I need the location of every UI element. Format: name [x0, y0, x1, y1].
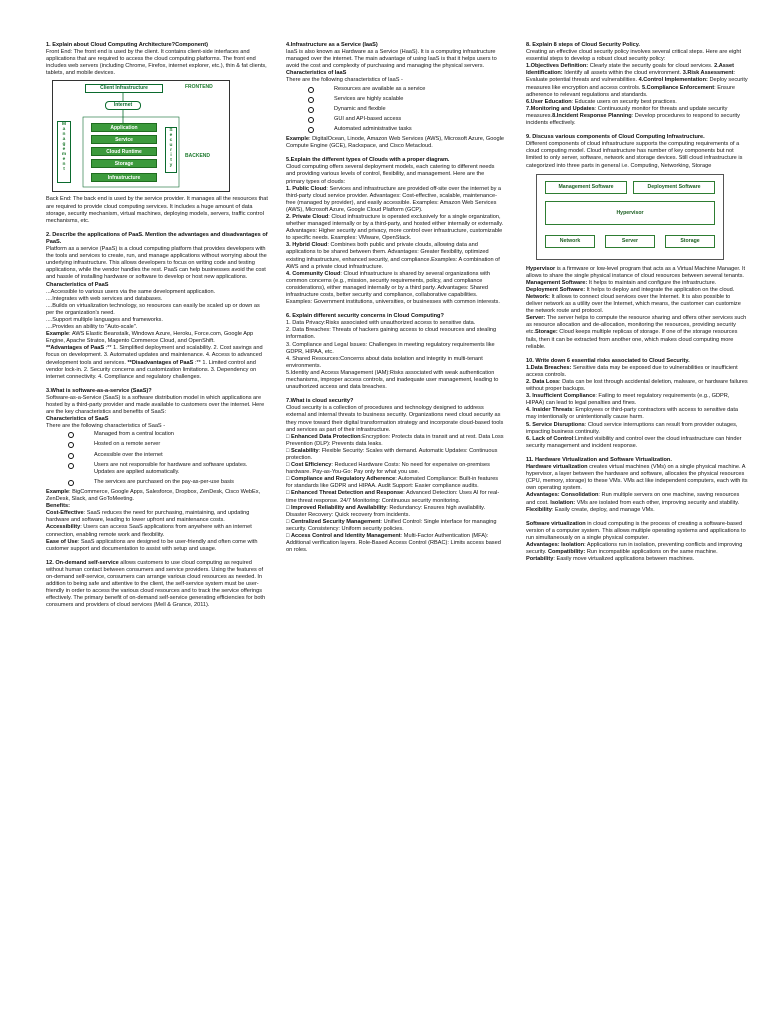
- list-item: GUI and API-based access: [286, 116, 504, 123]
- section-7-heading: 7.What is cloud security?: [286, 398, 354, 405]
- software-virtualization-advantages: Advantages: Isolation: Applications run in isolation, preventing conflicts and improving security. Compatibility: Run incompatible applications on the same machine. Portability: Easily move virtualized applications between machines.: [526, 541, 743, 563]
- paas-example: Example: AWS Elastic Beanstalk, Windows Azure, Heroku, Force.com, Google App Engine, Apache Stratos, Magento Commerce Cloud, and OpenShift.: [46, 331, 254, 345]
- frontend-label: FRONTEND: [185, 84, 213, 91]
- section-8-heading: 8. Explain 8 steps of Cloud Security Policy.: [526, 42, 640, 48]
- diagram-connectors: [53, 81, 229, 191]
- server-description: Server: The server helps to compute the resource sharing and offers other services such as resource allocation and de-allocation, monitoring the resources, providing security etc.Storage: Cloud keeps multiple replicas of storage. If one of the storage resources fails, then it can be extracted from another one, which makes cloud computing more reliable.: [526, 315, 747, 350]
- security-policy-intro: Creating an effective cloud security policy involves several critical steps. Here are eight essential steps to develop a robust cloud security policy:: [526, 49, 742, 63]
- saas-intro: Software-as-a-Service (SaaS) is a software distribution model in which applications are hosted by a third-party provider and made available to customers over the internet. Here are the key characteristics and benefits of SaaS:: [46, 394, 265, 416]
- saas-characteristics-heading: Characteristics of SaaS: [46, 416, 109, 423]
- infrastructure-diagram: [536, 174, 724, 260]
- storage-box: Storage: [665, 235, 715, 248]
- software-virtualization: Software virtualization in cloud computing is the process of creating a software-based version of a computer system. This allows multiple operating systems and applications to run simultaneously on a single physical computer.: [526, 520, 746, 541]
- saas-benefit-ease: Ease of Use: SaaS applications are designed to be user-friendly and often come with customer support and documentation to assist with setup and usage.: [46, 538, 258, 552]
- management-label: M a n a g e m e n t: [57, 121, 71, 183]
- community-cloud: 4. Community Cloud: Cloud infrastructure is shared by several organizations with common concerns (e.g., mission, security requirements, policy, and compliance considerations), either managed internally or by a third party. Advantages: Shared infrastructure costs, better security and compliance, collaborative capabilities. Examples: Government institutions, universities, or businesses with common interests.: [286, 270, 500, 306]
- section-9-heading: 9. Discuss various components of Cloud Computing Infrastructure.: [526, 134, 705, 141]
- paas-char-4: ....Support multiple languages and frameworks.: [46, 316, 163, 323]
- cloud-types-intro: Cloud computing offers several deployment models, each catering to different needs and providing various levels of control, flexibility, and management. Here are the primary types of clouds:: [286, 164, 495, 185]
- hybrid-cloud: 3. Hybrid Cloud: Combines both public and private clouds, allowing data and applications to be shared between them. Advantages: Greater flexibility, optimized existing infrastructure, enhanced security, and compliance.Examples: A combination of AWS and a private cloud infrastructure.: [286, 242, 500, 270]
- security-policy-step-6: 6.User Education: Educate users on security best practices.: [526, 98, 677, 105]
- saas-bullet-list: [46, 431, 268, 486]
- section-6-heading: 6. Explain different security concerns in Cloud Computing?: [286, 313, 444, 320]
- section-4-heading: 4.Infrastructure as a Service (IaaS): [286, 42, 378, 48]
- storage-box: Storage: [91, 159, 157, 168]
- network-box: Network: [545, 235, 595, 248]
- saas-characteristics-intro: There are the following characteristics of SaaS -: [46, 423, 166, 430]
- paas-characteristics-heading: Characteristics of PaaS: [46, 281, 109, 288]
- paas-char-5: ....Provides an ability to "Auto-scale".: [46, 324, 138, 331]
- security-concern-5: 5.Identity and Access Management (IAM):Risks associated with weak authentication mechanisms, improper access controls, and inadequate user management, leading to unauthorized access and data breaches.: [286, 369, 499, 391]
- list-item: □ Improved Reliability and Availability: Redundancy: Ensures high availability. Disaster Recovery: Quick recovery from incidents.: [286, 504, 486, 518]
- security-policy-steps: 1.Objectives Definition: Clearly state the security goals for cloud services. 2.Asset Identification: Identify all assets within the cloud environment. 3.Risk Assessment: Evaluate potential threats and vulnerabilities. 4.Control Implementation: Deploy security measures like encryption and access controls. 5.Compliance Enforcement: Ensure adherence to relevant regulations and standards.: [526, 63, 748, 98]
- risk-6: 6. Lack of Control:Limited visibility and control over the cloud infrastructure can hinder security management and incident response.: [526, 435, 742, 449]
- list-item: Automated administrative tasks: [286, 126, 504, 133]
- list-item: Services are highly scalable: [286, 96, 504, 103]
- section-5-heading: 5.Explain the different types of Clouds with a proper diagram.: [286, 157, 450, 164]
- security-label: S e c u r i t y: [165, 127, 177, 173]
- deployment-software-box: Deployment Software: [633, 181, 715, 194]
- saas-benefit-accessibility: Accessibility: Users can access SaaS applications from anywhere with an internet connection, enabling remote work and flexibility.: [46, 524, 252, 538]
- section-1-heading: 1. Explain about Cloud Computing Architecture?Component): [46, 42, 209, 48]
- list-item: □ Centralized Security Management: Unified Control: Single interface for managing security. Consistency: Uniform security policies.: [286, 518, 497, 532]
- saas-benefits-heading: Benefits:: [46, 503, 70, 510]
- list-item: Accessible over the internet: [46, 452, 268, 459]
- application-box: Application: [91, 123, 157, 132]
- iaas-characteristics-heading: Characteristics of IaaS: [286, 70, 347, 77]
- infrastructure-box: Infrastructure: [91, 173, 157, 182]
- hardware-virtualization-advantages: Advantages: Consolidation: Run multiple servers on one machine, saving resources and cost. Isolation: VMs are isolated from each other, improving security and stability. Flexibility: Easily create, deploy, and manage VMs.: [526, 492, 740, 513]
- column-3: [526, 42, 748, 563]
- iaas-intro: IaaS is also known as Hardware as a Service (HaaS). It is a computing infrastructure managed over the internet. The main advantage of using IaaS is that it helps users to avoid the cost and complexity of purchasing and managing the physical servers.: [286, 49, 497, 70]
- service-box: Service: [91, 135, 157, 144]
- risk-2: 2. Data Loss: Data can be lost through accidental deletion, malware, or hardware failures without proper backups.: [526, 379, 748, 393]
- list-item: Users are not responsible for hardware and software updates. Updates are applied automatically.: [46, 462, 268, 476]
- security-concern-2: 2. Data Breaches: Threats of hackers gaining access to cloud resources and stealing information.: [286, 327, 497, 341]
- saas-example: Example: BigCommerce, Google Apps, Salesforce, Dropbox, ZenDesk, Cisco WebEx, ZenDesk, Slack, and GoToMeeting.: [46, 488, 261, 503]
- iaas-bullet-list: [286, 86, 504, 133]
- paas-intro: Platform as a service (PaaS) is a cloud computing platform that provides developers with the tools and services to create, run, and manage applications without worrying about the underlying infrastructure. This allows developers to focus on writing code and testing applications, while the vendor handles the rest. PaaS can help businesses avoid the cost and hassle of installing hardware or software to develop or host new applications.: [46, 246, 267, 281]
- hardware-virtualization: Hardware virtualization creates virtual machines (VMs) on a single physical machine. A hypervisor, a layer between the hardware and software, allocates the physical resources (CPU, memory, storage) to these VMs. VMs act like independent computers, each with its own operating system.: [526, 464, 748, 492]
- list-item: The services are purchased on the pay-as-per-use basis: [46, 479, 268, 486]
- risk-3: 3. Insufficient Compliance: Failing to meet regulatory requirements (e.g., GDPR, HIPAA) can lead to legal penalties and fines.: [526, 393, 730, 407]
- private-cloud: 2. Private Cloud: Cloud infrastructure is operated exclusively for a single organization, whether managed internally or by a third-party, and hosted either internally or externally. Advantages: Higher security and privacy, more control over infrastructure, customizable to specific needs. Examples: VMware, OpenStack.: [286, 213, 504, 242]
- cloud-security-intro: Cloud security is a collection of procedures and technology designed to address external and internal threats to business security. Organizations need cloud security as they move toward their digital transformation strategy and incorporate cloud-based tools and services as part of their infrastructure.: [286, 405, 504, 433]
- list-item: □ Enhanced Threat Detection and Response: Advanced Detection: Uses AI for real-time threat response. 24/7 Monitoring: Continuous security monitoring.: [286, 490, 500, 504]
- list-item: □ Access Control and Identity Management: Multi-Factor Authentication (MFA): Additional verification layers. Role-Based Access Control (RBAC): Limits access based on roles.: [286, 533, 501, 554]
- deployment-software-description: Deployment Software: It helps to deploy and integrate the application on the cloud.: [526, 286, 735, 293]
- list-item: Resources are available as a service: [286, 86, 504, 93]
- list-item: □ Enhanced Data Protection:Encryption: Protects data in transit and at rest. Data Loss Prevention (DLP): Prevents data leaks.: [286, 433, 504, 447]
- infrastructure-intro: Different components of cloud infrastructure supports the computing requirements of a cloud computing model. Cloud infrastructure has number of key components but not limited to only server, software, network and storage devices. Still cloud infrastructure is categorized into three parts in general i.e. Computing, Networking, Storage: [526, 141, 743, 169]
- cloud-runtime-box: Cloud Runtime: [91, 147, 157, 156]
- network-description: Network: It allows to connect cloud services over the Internet. It is also possible to deliver network as a utility over the Internet, which means, the customer can customize the network route and protocol.: [526, 293, 741, 315]
- iaas-characteristics-intro: There are the following characteristics of IaaS -: [286, 77, 403, 84]
- architecture-diagram: [52, 80, 230, 192]
- public-cloud: 1. Public Cloud: Services and infrastructure are provided off-site over the internet by a third-party cloud service provider. Advantages: Cost-effective, scalable, maintenance-free (managed by provider), and easily accessible. Examples: Amazon Web Services (AWS), Microsoft Azure, Google Cloud Platform (GCP).: [286, 185, 502, 213]
- section-10-heading: 10. Write down 6 essential risks associated to Cloud Security.: [526, 357, 690, 364]
- hypervisor-box: Hypervisor: [545, 201, 715, 225]
- risk-4: 4. Insider Threats: Employees or third-party contractors with access to sensitive data may intentionally or unintentionally cause harm.: [526, 407, 739, 421]
- security-concern-3: 3. Compliance and Legal Issues: Challenges in meeting regulatory requirements like GDPR, HIPAA, etc.: [286, 341, 495, 355]
- section-3-heading: 3.What is software-as-a-service (SaaS)?: [46, 387, 152, 394]
- section-11-heading: 11. Hardware Virtualization and Software Virtualization.: [526, 456, 672, 463]
- risk-1: 1.Data Breaches: Sensitive data may be exposed due to vulnerabilities or insufficient access controls.: [526, 364, 738, 378]
- list-item: □ Cost Efficiency: Reduced Hardware Costs: No need for expensive on-premises hardware. Pay-as-You-Go: Pay only for what you use.: [286, 462, 490, 476]
- management-software-box: Management Software: [545, 181, 627, 194]
- paas-char-3: ....Builds on virtualization technology, so resources can easily be scaled up or down as per the organization's need.: [46, 302, 260, 316]
- list-item: □ Scalability: Flexible Security: Scales with demand. Automatic Updates: Continuous protection.: [286, 447, 498, 461]
- client-infrastructure-box: Client Infrastructure: [85, 84, 163, 93]
- column-2: [286, 42, 504, 554]
- iaas-example: Example: DigitalOcean, Linode, Amazon Web Services (AWS), Microsoft Azure, Google Compute Engine (GCE), Rackspace, and Cisco Metacloud.: [286, 136, 504, 150]
- server-box: Server: [605, 235, 655, 248]
- saas-benefit-cost: Cost-Effective: SaaS reduces the need for purchasing, maintaining, and updating hardware and software, leading to lower upfront and maintenance costs.: [46, 510, 250, 524]
- risk-5: 5. Service Disruptions: Cloud service interruptions can result from provider outages, impacting business continuity.: [526, 421, 738, 435]
- backend-label: BACKEND: [185, 153, 210, 160]
- security-policy-step-7: 7.Monitoring and Updates: Continuously monitor for threats and update security measures.8.Incident Response Planning: Develop procedures to respond to security incidents effectively.: [526, 105, 740, 127]
- list-item: Dynamic and flexible: [286, 106, 504, 113]
- hypervisor-description: Hypervisor is a firmware or low-level program that acts as a Virtual Machine Manager. It allows to share the single physical instance of cloud resources between several tenants.: [526, 265, 746, 279]
- column-1: [46, 42, 268, 609]
- paas-advantages: **Advantages of PaaS :** 1. Simplified deployment and scalability. 2. Cost savings and focus on development. 3. Automated updates and maintenance. 4. Access to advanced development tools and services. **Disadvantages of PaaS :** 1. Limited control and vendor lock-in. 2. Security concerns and customization limitations. 3. Dependency on internet connectivity. 4. Compliance and regulatory challenges.: [46, 345, 263, 380]
- list-item: Managed from a central location: [46, 431, 268, 438]
- security-concern-1: 1. Data Privacy:Risks associated with unauthorized access to sensitive data.: [286, 320, 476, 327]
- front-end-text: Front End: The front end is used by the client. It contains client-side interfaces and applications that are required to access the cloud computing platforms. The front end includes web servers (including Chrome, Firefox, internet explorer, etc.), thin & fat clients, tablets, and mobile devices.: [46, 49, 267, 77]
- management-software-description: Management Software: It helps to maintain and configure the infrastructure.: [526, 279, 717, 286]
- internet-box: Internet: [105, 101, 141, 110]
- back-end-text: Back End: The back end is used by the service provider. It manages all the resources that are required to provide cloud computing services. It includes a huge amount of data storage, security mechanism, virtual machines, deploying models, servers, traffic control mechanisms, etc.: [46, 196, 268, 224]
- section-12: 12. On-demand self-service allows customers to use cloud computing as required without human contact between consumers and service providers. Using the features of on-demand self-service, consumers can arrange various cloud resources as needed. In addition to being safe and attentive to the client, the self-service system must be user-friendly in order to access the various cloud resources and to track the service offerings effectively. The primary benefit of on-demand self-service generating efficiencies for both consumers and providers of cloud services (Mell & Grance, 2011).: [46, 559, 266, 609]
- paas-char-2: ....Integrates with web services and databases.: [46, 295, 163, 302]
- paas-char-1: ...Accessible to various users via the same development application.: [46, 288, 216, 295]
- list-item: □ Compliance and Regulatory Adherence: Automated Compliance: Built-in features for standards like GDPR and HIPAA. Audit Support: Easier compliance audits.: [286, 476, 499, 490]
- list-item: Hosted on a remote server: [46, 441, 268, 448]
- security-concern-4: 4. Shared Resources:Concerns about data isolation and integrity in multi-tenant environments.: [286, 355, 483, 369]
- section-2-heading: 2. Describe the applications of PaaS. Mention the advantages and disadvantages of PaaS.: [46, 231, 268, 245]
